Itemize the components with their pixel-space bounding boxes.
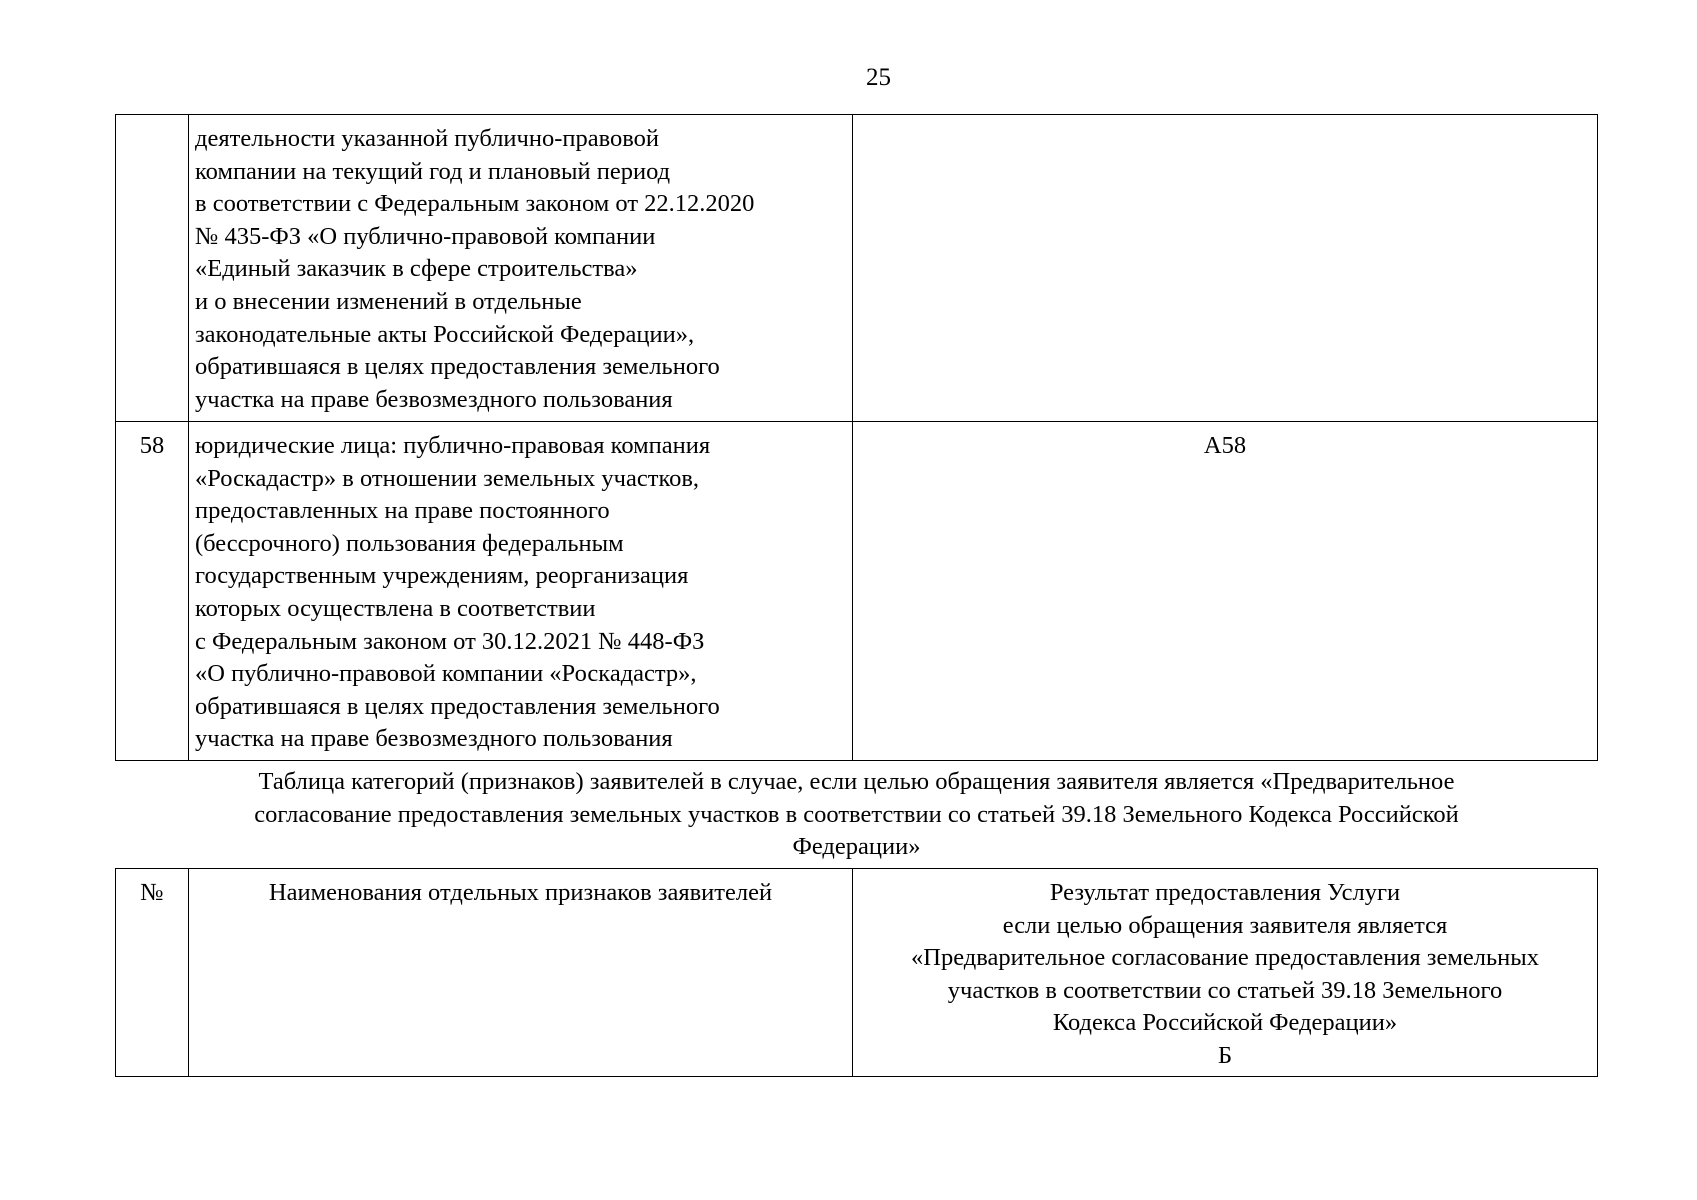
text-line: «Единый заказчик в сфере строительства» (195, 255, 638, 283)
table-row (116, 422, 1598, 761)
text-line: с Федеральным законом от 30.12.2021 № 448-ФЗ (195, 627, 705, 655)
applicant-name-cell (189, 115, 853, 422)
text-line: № 435-ФЗ «О публично-правовой компании (195, 222, 656, 250)
text-line: обратившаяся в целях предоставления земельного (195, 692, 720, 720)
header-line: «Предварительное согласование предоставления земельных (911, 944, 1539, 972)
text-line: участка на праве безвозмездного пользования (195, 385, 673, 413)
table-row (116, 115, 1598, 422)
text-line: государственным учреждениям, реорганизация (195, 562, 689, 590)
row-number-cell: 58 (116, 422, 189, 761)
text-line: компании на текущий год и плановый период (195, 157, 671, 185)
text-line: юридические лица: публично-правовая компания (195, 432, 711, 459)
page-number: 25 (866, 64, 891, 91)
table-header-row (116, 869, 1598, 1077)
header-line: Б (1217, 1041, 1233, 1069)
applicant-name-cell (189, 422, 853, 761)
result-cell (853, 115, 1598, 422)
applicant-categories-table-continued (115, 114, 1598, 761)
text-line: в соответствии с Федеральным законом от 22.12.2020 (195, 190, 755, 218)
row-number-cell (116, 115, 189, 422)
text-line: обратившаяся в целях предоставления земельного (195, 353, 720, 381)
result-cell: А58 (853, 422, 1598, 761)
caption-line: Таблица категорий (признаков) заявителей в случае, если целью обращения заявителя является «Предварительное (258, 768, 1455, 795)
text-line: «О публично-правовой компании «Роскадастр», (195, 660, 697, 688)
text-line: предоставленных на праве постоянного (195, 497, 610, 525)
text-line: «Роскадастр» в отношении земельных участков, (195, 464, 700, 492)
table-caption (115, 766, 1598, 864)
result-column-header (853, 869, 1598, 1077)
applicant-categories-table-preliminary-approval (115, 868, 1598, 1077)
caption-line: Федерации» (792, 833, 921, 861)
text-line: деятельности указанной публично-правовой (195, 125, 660, 152)
text-line: которых осуществлена в соответствии (195, 594, 596, 622)
header-line: участков в соответствии со статьей 39.18 Земельного (947, 976, 1503, 1004)
text-line: законодательные акты Российской Федерации», (195, 320, 695, 348)
header-line: если целью обращения заявителя является (1002, 911, 1448, 939)
text-line: и о внесении изменений в отдельные (195, 287, 582, 315)
header-line: Результат предоставления Услуги (1049, 879, 1401, 906)
text-line: (бессрочного) пользования федеральным (195, 529, 624, 557)
header-line: Кодекса Российской Федерации» (1052, 1009, 1398, 1037)
caption-line: согласование предоставления земельных участков в соответствии со статьей 39.18 Земельного Кодекса Российской (254, 800, 1459, 828)
number-column-header: № (116, 869, 189, 1077)
text-line: участка на праве безвозмездного пользования (195, 725, 673, 753)
name-column-header: Наименования отдельных признаков заявителей (189, 869, 853, 1077)
